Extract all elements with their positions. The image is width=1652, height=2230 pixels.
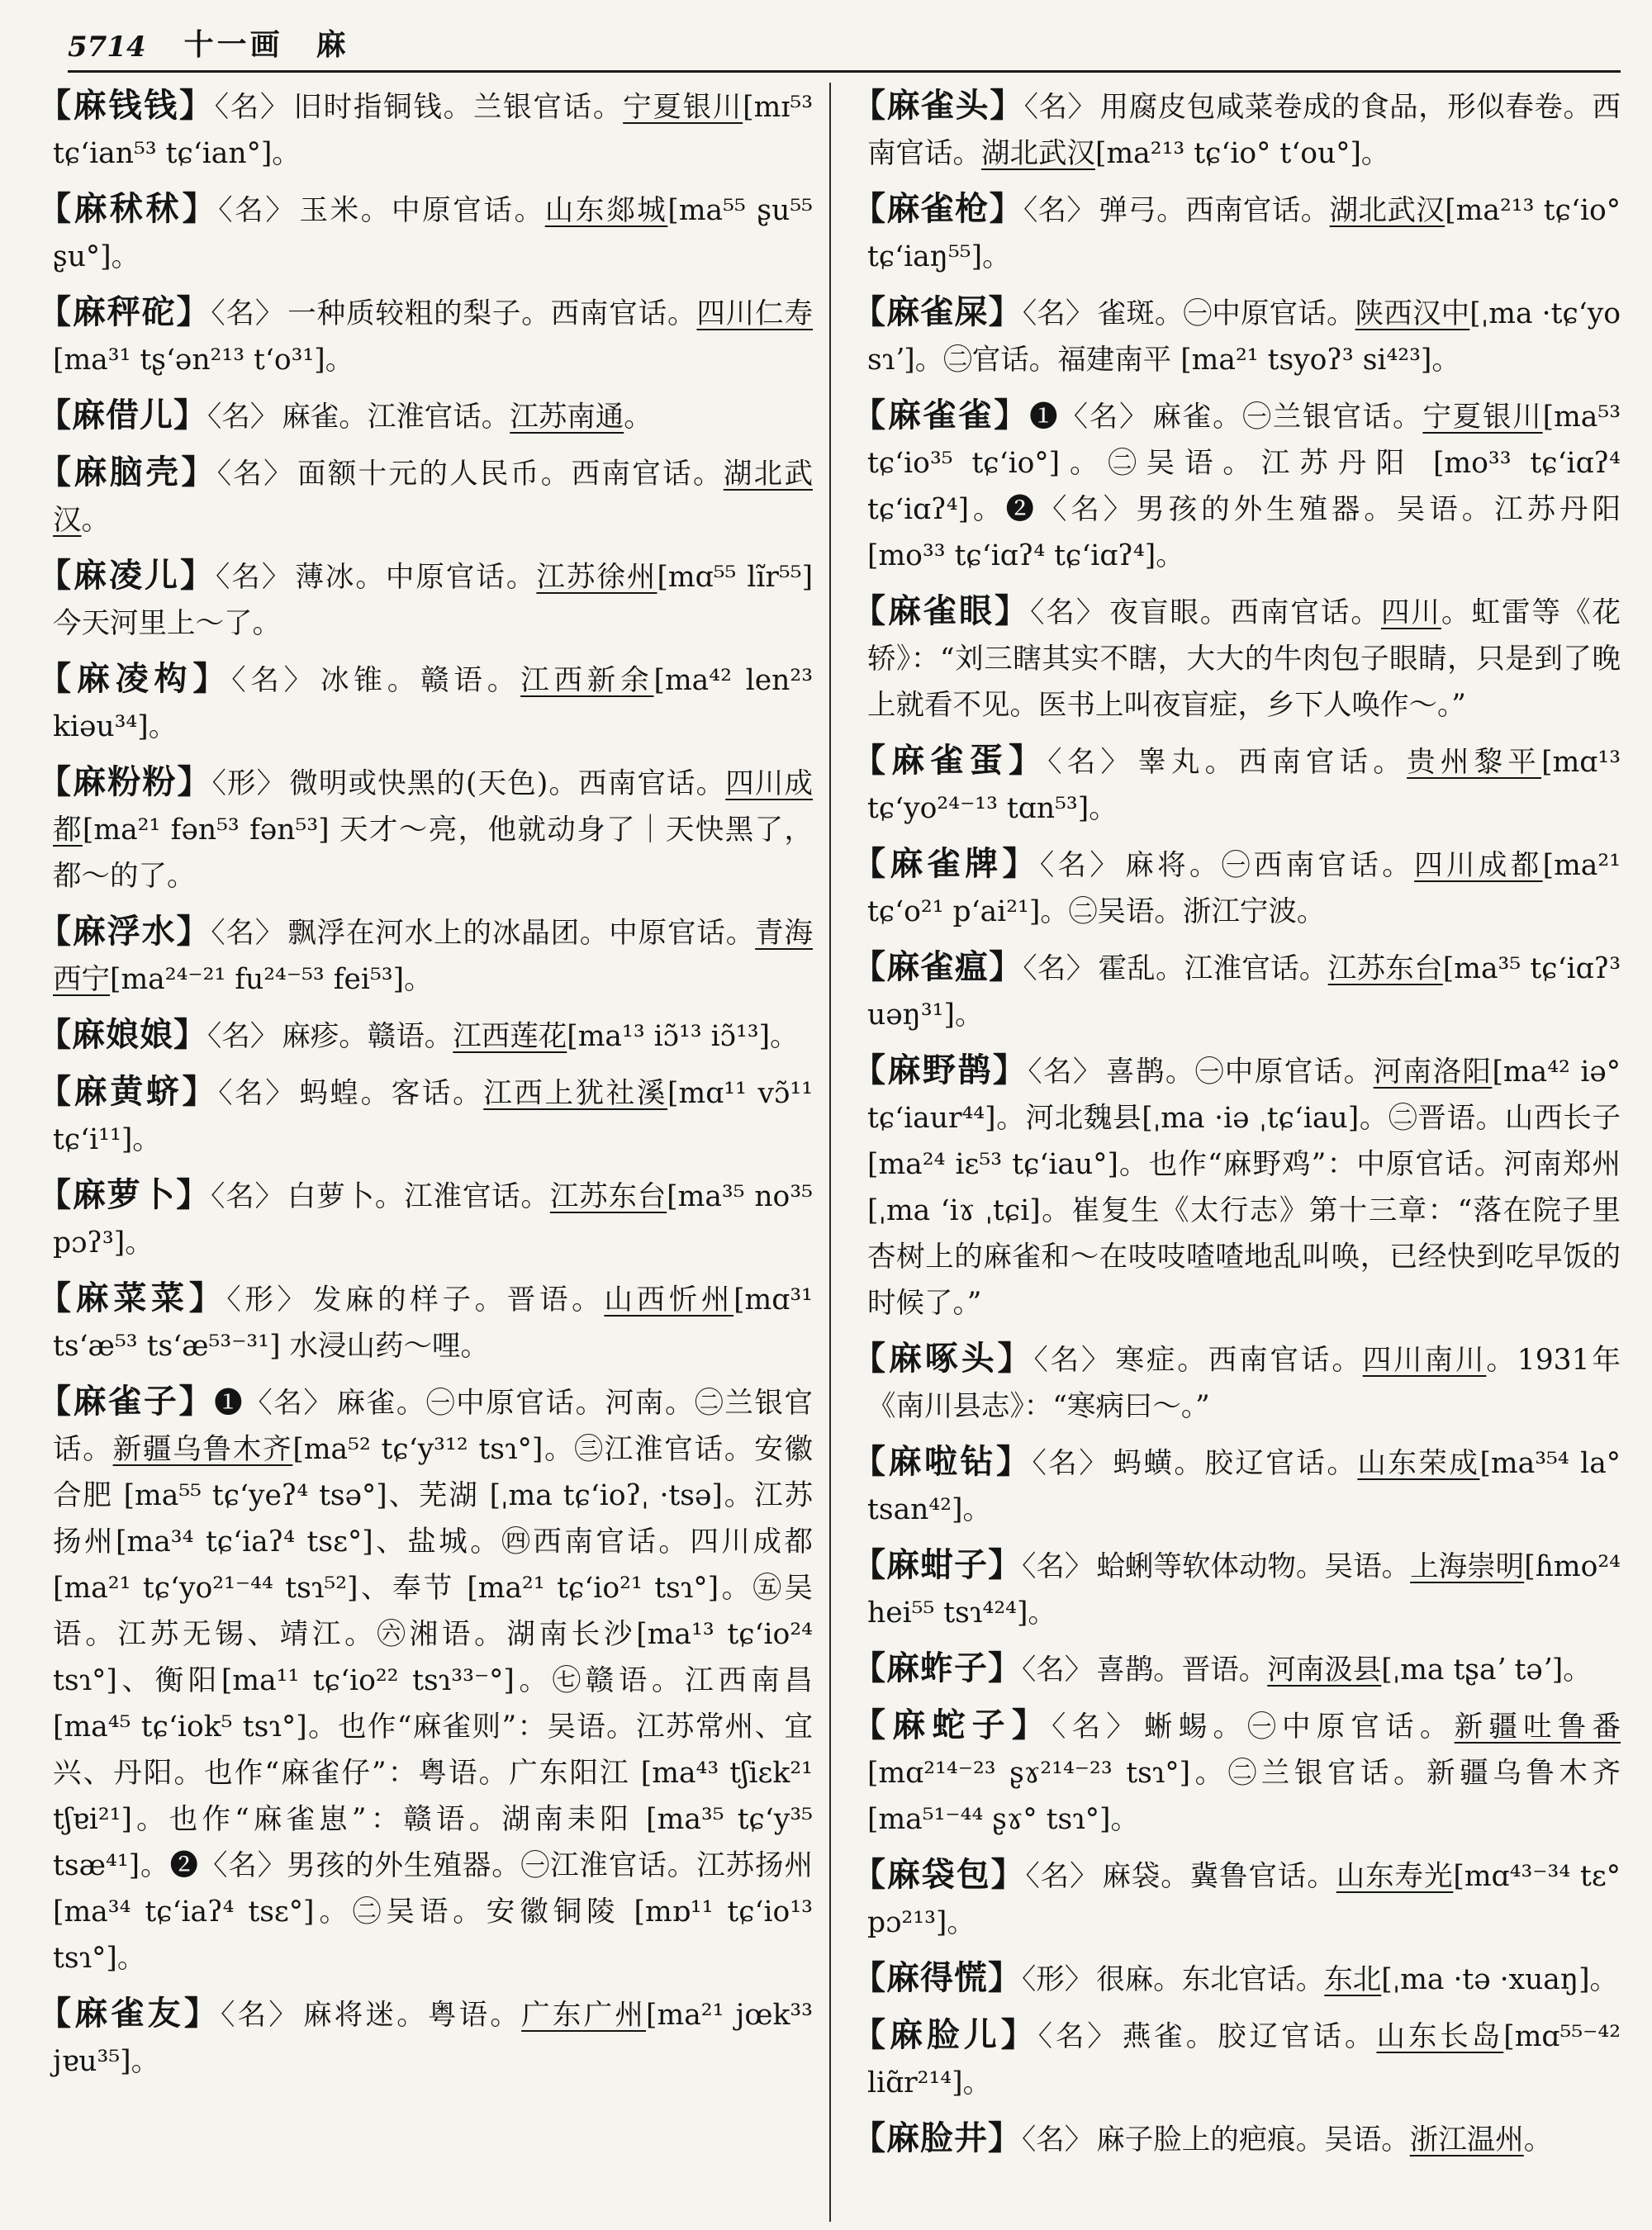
dialect-place: 山东郯城 [544, 194, 668, 227]
dialect-place: 江苏东台 [549, 1180, 667, 1213]
part-of-speech: 〈名〉 [216, 458, 294, 491]
definition: 雀斑。㊀中原官话。 [1097, 297, 1355, 330]
pronunciation-and-example: 。 [81, 504, 110, 537]
headword: 【麻雀眼】 [852, 591, 1031, 630]
headword: 【麻啄头】 [852, 1339, 1034, 1378]
pronunciation-and-example: [mɑ⁵⁵ lĩr⁵⁵] 今天河里上～了。 [53, 561, 814, 640]
definition: 蛤蜊等软体动物。吴语。 [1096, 1550, 1411, 1583]
dialect-place: 陕西汉中 [1355, 297, 1470, 330]
headword: 【麻萝卜】 [38, 1175, 211, 1214]
page-number: 5714 [68, 31, 146, 64]
dictionary-entry [38, 909, 813, 1003]
definition: 弹弓。西南官话。 [1099, 194, 1330, 227]
dialect-place: 江苏东台 [1327, 952, 1443, 985]
headword: 【麻钱钱】 [38, 86, 215, 125]
pronunciation-and-example: [mɪ⁵³ tɕʻian⁵³ tɕʻian°]。 [53, 91, 814, 170]
part-of-speech: ❶〈名〉 [214, 1387, 334, 1420]
left-column [38, 83, 829, 2222]
dialect-place: 江西新余 [520, 664, 654, 697]
pronunciation-and-example: [ma⁵⁵ ʂu⁵⁵ ʂu°]。 [53, 194, 813, 273]
dictionary-entry [852, 1542, 1621, 1636]
dialect-place: 新疆乌鲁木齐 [112, 1433, 293, 1466]
definition: 冰锥。赣语。 [320, 664, 521, 697]
definition: 蚂蟥。胶辽官话。 [1113, 1447, 1358, 1480]
headword: 【麻雀子】 [38, 1382, 215, 1421]
headword: 【麻雀屎】 [852, 292, 1023, 331]
dialect-place: 湖北武汉 [53, 458, 813, 537]
pronunciation-and-example: 。虹雷等《花轿》：“刘三瞎其实不瞎，大大的牛肉包子眼睛，只是到了晚上就看不见。医书上叫夜盲症，乡下人唤作～。” [867, 596, 1621, 722]
headword: 【麻雀雀】 [852, 396, 1030, 434]
definition: 麻雀。江淮官话。 [282, 401, 510, 434]
definition: 麻将。㊀西南官话。 [1125, 849, 1415, 882]
pronunciation-and-example: 。 [1523, 2123, 1553, 2156]
headword: 【麻蛇子】 [852, 1706, 1052, 1744]
dialect-place: 宁夏银川 [1422, 401, 1543, 434]
headword: 【麻雀头】 [852, 86, 1024, 125]
page-header [68, 18, 1621, 73]
dialect-place: 东北 [1324, 1963, 1382, 1996]
headword: 【麻菜菜】 [38, 1279, 227, 1317]
dictionary-entry [852, 1852, 1621, 1946]
dictionary-entry [852, 588, 1621, 728]
dictionary-entry [852, 2115, 1621, 2163]
pronunciation-and-example: [ˌma ·tə ·xuaŋ]。 [1381, 1963, 1619, 1996]
pronunciation-and-example: [ma²¹ jœk³³ jɐu³⁵]。 [53, 1999, 814, 2078]
pronunciation-and-example: [mɑ¹¹ vɔ̃¹¹ tɕʻi¹¹]。 [53, 1077, 814, 1156]
headword: 【麻啦钻】 [852, 1442, 1032, 1481]
dictionary-entry [852, 1047, 1621, 1326]
headword: 【麻凌儿】 [38, 556, 216, 595]
dialect-place: 山东荣成 [1357, 1447, 1480, 1480]
part-of-speech: 〈名〉 [1033, 1344, 1113, 1377]
definition: 霍乱。江淮官话。 [1098, 952, 1328, 985]
definition: 麻雀。㊀兰银官话。 [1152, 401, 1423, 434]
part-of-speech: 〈名〉 [1028, 1056, 1103, 1089]
dialect-place: 山西忻州 [604, 1283, 734, 1317]
pronunciation-and-example: [ˌma tʂaʼ təʼ]。 [1381, 1654, 1592, 1687]
dictionary-entry [852, 738, 1621, 832]
dialect-place: 江苏徐州 [536, 561, 657, 594]
pronunciation-and-example: [ma¹³ iɔ̃¹³ iɔ̃¹³]。 [567, 1020, 799, 1053]
pronunciation-and-example: [ma³⁵ no³⁵ pɔʔ³]。 [53, 1180, 813, 1260]
dictionary-entry [852, 83, 1621, 177]
pronunciation-and-example: [ma⁴² len²³ kiəu³⁴]。 [53, 664, 814, 743]
dialect-place: 青海西宁 [53, 917, 814, 996]
pronunciation-and-example: [ma⁴² iə° tɕʻiaur⁴⁴]。河北魏县[ˌma ·iə ˌtɕʻiau]。㊁晋语。山西长子 [ma²⁴ iɛ⁵³ tɕʻiau°]。也作“麻野鸡”：中原官话。河南郑州 [ˌma ʻiɤ ˌtɕi]。崔复生《太行志》第十三章：“落在院子里杏树上的麻雀和～在吱吱喳喳地乱叫唤，已经快到吃早饭的时候了。” [867, 1056, 1621, 1320]
part-of-speech: 〈名〉 [1023, 91, 1097, 124]
part-of-speech: 〈名〉 [207, 1020, 279, 1053]
definition: 玉米。中原官话。 [299, 194, 545, 227]
pronunciation-and-example: [ma⁵³ tɕʻio³⁵ tɕʻio°]。㊁吴语。江苏丹阳 [mo³³ tɕʻiɑʔ⁴ tɕʻiɑʔ⁴]。❷〈名〉男孩的外生殖器。吴语。江苏丹阳 [mo³³ tɕʻiɑʔ⁴ tɕʻiɑʔ⁴]。 [867, 401, 1621, 572]
definition: 薄冰。中原官话。 [295, 561, 537, 594]
definition: 喜鹊。㊀中原官话。 [1105, 1056, 1374, 1089]
pronunciation-and-example: [mɑ¹³ tɕʻyo²⁴⁻¹³ tɑn⁵³]。 [867, 746, 1621, 825]
pronunciation-and-example: [ma³⁵⁴ la° tsan⁴²]。 [867, 1447, 1621, 1526]
headword: 【麻雀瘟】 [852, 947, 1023, 986]
headword: 【麻雀友】 [38, 1994, 221, 2033]
dialect-place: 湖北武汉 [981, 137, 1095, 170]
dialect-place: 四川成都 [53, 767, 814, 847]
dictionary-entry [38, 1172, 813, 1266]
dialect-place: 江西莲花 [453, 1020, 567, 1053]
part-of-speech: 〈名〉 [214, 91, 291, 124]
pronunciation-and-example: [ma²¹ fən⁵³ fən⁵³] 天才～亮，他就动身了｜天快黑了，都～的了。 [53, 814, 813, 893]
definition: 麻疹。赣语。 [282, 1020, 453, 1053]
part-of-speech: 〈形〉 [226, 1283, 310, 1317]
part-of-speech: 〈名〉 [218, 1077, 297, 1110]
part-of-speech: 〈名〉 [221, 1999, 301, 2032]
headword: 【麻秫秫】 [38, 189, 219, 228]
pronunciation-and-example: [ɦmo²⁴ hei⁵⁵ tsɿ⁴²⁴]。 [867, 1550, 1621, 1630]
part-of-speech: 〈名〉 [211, 1180, 284, 1213]
headword: 【麻脸井】 [852, 2118, 1022, 2157]
dictionary-entry [852, 2012, 1621, 2106]
headword: 【麻黄蛴】 [38, 1072, 219, 1111]
dictionary-entry [38, 83, 813, 177]
headword: 【麻野鹊】 [852, 1051, 1028, 1089]
dictionary-entry [852, 1439, 1621, 1533]
dictionary-entry [38, 392, 813, 440]
definition: 蜥蜴。㊀中原官话。 [1144, 1710, 1455, 1744]
part-of-speech: 〈名〉 [1022, 1550, 1094, 1583]
part-of-speech: 〈名〉 [231, 664, 318, 697]
pronunciation-and-example: [mɑ⁵⁵⁻⁴² liɑ̃r²¹⁴]。 [867, 2020, 1621, 2100]
dialect-place: 江西上犹社溪 [483, 1077, 668, 1110]
part-of-speech: 〈名〉 [1047, 746, 1135, 779]
headword: 【麻浮水】 [38, 912, 211, 951]
definition: 白萝卜。江淮官话。 [287, 1180, 550, 1213]
part-of-speech: 〈名〉 [1022, 297, 1094, 330]
definition: 麻将迷。粤语。 [303, 1999, 522, 2032]
part-of-speech: ❶〈名〉 [1029, 401, 1150, 434]
dictionary-entry [38, 186, 813, 280]
dictionary-entry [852, 289, 1621, 383]
dictionary-entry [852, 1702, 1621, 1843]
pronunciation-and-example: [ma²¹ tɕʻo²¹ pʻai²¹]。㊁吴语。浙江宁波。 [867, 849, 1621, 928]
dialect-place: 浙江温州 [1409, 2123, 1524, 2156]
dictionary-entry [852, 841, 1621, 935]
dictionary-entry [38, 553, 813, 647]
headword: 【麻娘娘】 [38, 1015, 207, 1054]
part-of-speech: 〈名〉 [1023, 194, 1096, 227]
dictionary-entry [38, 1378, 813, 1981]
dialect-place: 四川成都 [1414, 849, 1543, 882]
part-of-speech: 〈名〉 [1039, 849, 1123, 882]
definition: 燕雀。胶辽官话。 [1122, 2020, 1377, 2053]
dictionary-entry [38, 1275, 813, 1369]
dictionary-entry [852, 944, 1621, 1038]
pronunciation-and-example: [ma³¹ tʂʻən²¹³ tʻo³¹]。 [53, 344, 354, 377]
definition: 飘浮在河水上的冰晶团。中原官话。 [287, 917, 756, 950]
definition: 睾丸。西南官话。 [1137, 746, 1408, 779]
part-of-speech: 〈名〉 [211, 297, 285, 330]
dialect-place: 四川仁寿 [696, 297, 814, 330]
header-title: 十一画 麻 [183, 27, 349, 62]
headword: 【麻脑壳】 [38, 453, 217, 491]
dictionary-columns [38, 83, 1622, 2222]
dialect-place: 山东长岛 [1376, 2020, 1504, 2053]
dictionary-entry [38, 656, 813, 750]
part-of-speech: 〈名〉 [218, 194, 297, 227]
headword: 【麻雀枪】 [852, 189, 1023, 228]
headword: 【麻蚶子】 [852, 1545, 1023, 1584]
definition: 寒症。西南官话。 [1115, 1344, 1363, 1377]
pronunciation-and-example: [ma²¹³ tɕʻio° tɕʻiaŋ⁵⁵]。 [867, 194, 1621, 273]
dictionary-entry [852, 186, 1621, 280]
definition: 夜盲眼。西南官话。 [1109, 596, 1381, 629]
dictionary-entry [38, 1990, 813, 2085]
dialect-place: 河南汲县 [1267, 1654, 1382, 1687]
dialect-place: 贵州黎平 [1407, 746, 1542, 779]
definition: 微明或快黑的(天色)。西南官话。 [289, 767, 726, 800]
dictionary-entry [38, 449, 813, 543]
dictionary-entry [852, 1645, 1621, 1693]
headword: 【麻袋包】 [852, 1855, 1026, 1894]
dictionary-entry [38, 289, 813, 383]
pronunciation-and-example: 。 [624, 401, 653, 434]
dictionary-entry [852, 1955, 1621, 2003]
headword: 【麻秤砣】 [38, 292, 211, 331]
headword: 【麻脸儿】 [852, 2015, 1038, 2054]
dictionary-entry [38, 1069, 813, 1163]
dialect-place: 上海崇明 [1410, 1550, 1525, 1583]
part-of-speech: 〈名〉 [207, 401, 279, 434]
dictionary-entry [852, 392, 1621, 579]
headword: 【麻凌构】 [38, 659, 232, 698]
dialect-place: 广东广州 [521, 1999, 647, 2032]
dialect-place: 四川 [1380, 596, 1441, 629]
definition: 用腐皮包咸菜卷成的食品，形似春卷。西南官话。 [867, 91, 1621, 170]
pronunciation-and-example: [ma⁵² tɕʻy³¹² tsɿ°]。㊂江淮官话。安徽合肥 [ma⁵⁵ tɕʻyeʔ⁴ tsə°]、芜湖 [ˌma tɕʻioʔˌ ·tsə]。江苏扬州[ma³⁴ tɕʻiaʔ⁴ tsɛ°]、盐城。㊃西南官话。四川成都 [ma²¹ tɕʻyo²¹⁻⁴⁴ tsɿ⁵²]、奉节 [ma²¹ tɕʻio²¹ tsɿ°]。㊄吴语。江苏无锡、靖江。㊅湘语。湖南长沙[ma¹³ tɕʻio²⁴ tsɿ°]、衡阳[ma¹¹ tɕʻio²² tsɿ³³⁻°]。㊆赣语。江西南昌 [ma⁴⁵ tɕʻiok⁵ tsɿ°]。也作“麻雀则”：吴语。江苏常州、宜兴、丹阳。也作“麻雀仔”：粤语。广东阳江 [ma⁴³ tʃiɛk²¹ tʃɐi²¹]。也作“麻雀崽”：赣语。湖南耒阳 [ma³⁵ tɕʻy³⁵ tsæ⁴¹]。❷〈名〉男孩的外生殖器。㊀江淮官话。江苏扬州 [ma³⁴ tɕʻiaʔ⁴ tsɛ°]。㊁吴语。安徽铜陵 [mɒ¹¹ tɕʻio¹³ tsɿ°]。 [53, 1433, 813, 1975]
pronunciation-and-example: [mɑ⁴³⁻³⁴ tɛ° pɔ²¹³]。 [867, 1860, 1621, 1939]
part-of-speech: 〈名〉 [216, 561, 292, 594]
dictionary-entry [852, 1336, 1621, 1430]
part-of-speech: 〈名〉 [1030, 596, 1107, 629]
definition: 旧时指铜钱。兰银官话。 [293, 91, 624, 124]
dialect-place: 四川南川 [1362, 1344, 1487, 1377]
part-of-speech: 〈名〉 [1032, 1447, 1110, 1480]
headword: 【麻得慌】 [852, 1958, 1022, 1997]
definition: 喜鹊。晋语。 [1096, 1654, 1268, 1687]
part-of-speech: 〈名〉 [1022, 1654, 1094, 1687]
headword: 【麻雀蛋】 [852, 741, 1048, 780]
dialect-place: 山东寿光 [1336, 1860, 1454, 1893]
headword: 【麻粉粉】 [38, 762, 212, 801]
dialect-place: 江苏南通 [510, 401, 624, 434]
dialect-place: 河南洛阳 [1373, 1056, 1493, 1089]
definition: 蚂蝗。客话。 [299, 1077, 484, 1110]
headword: 【麻借儿】 [38, 396, 207, 434]
pronunciation-and-example: [mɑ³¹ tsʻæ⁵³ tsʻæ⁵³⁻³¹] 水浸山药～哩。 [53, 1283, 814, 1363]
pronunciation-and-example: [ˌma ·tɕʻyo sɿʼ]。㊁官话。福建南平 [ma²¹ tsyoʔ³ si⁴²³]。 [867, 297, 1621, 377]
headword: 【麻蚱子】 [852, 1649, 1022, 1687]
right-column [829, 83, 1621, 2222]
pronunciation-and-example: [ma³⁵ tɕʻiɑʔ³ uəŋ³¹]。 [867, 952, 1621, 1032]
dictionary-entry [38, 1012, 813, 1060]
part-of-speech: 〈名〉 [1022, 2123, 1094, 2156]
part-of-speech: 〈名〉 [1025, 1860, 1099, 1893]
pronunciation-and-example: [ma²⁴⁻²¹ fu²⁴⁻⁵³ fei⁵³]。 [110, 963, 433, 996]
headword: 【麻雀牌】 [852, 844, 1040, 883]
definition: 麻子脸上的疤痕。吴语。 [1096, 2123, 1410, 2156]
definition: 麻雀。㊀中原官话。河南。㊁兰银官话。 [53, 1387, 813, 1466]
part-of-speech: 〈名〉 [1023, 952, 1095, 985]
dictionary-entry [38, 759, 813, 899]
dialect-place: 湖北武汉 [1329, 194, 1446, 227]
definition: 一种质较粗的梨子。西南官话。 [287, 297, 697, 330]
dialect-place: 宁夏银川 [623, 91, 743, 124]
part-of-speech: 〈名〉 [211, 917, 285, 950]
part-of-speech: 〈形〉 [211, 767, 287, 800]
dialect-place: 新疆吐鲁番 [1454, 1710, 1621, 1744]
pronunciation-and-example: 。1931年《南川县志》：“寒病曰～。” [867, 1344, 1621, 1423]
definition: 发麻的样子。晋语。 [312, 1283, 605, 1317]
part-of-speech: 〈名〉 [1051, 1710, 1142, 1744]
definition: 很麻。东北官话。 [1096, 1963, 1325, 1996]
definition: 面额十元的人民币。西南官话。 [297, 458, 724, 491]
pronunciation-and-example: [mɑ²¹⁴⁻²³ ʂɤ²¹⁴⁻²³ tsɿ°]。㊁兰银官话。新疆乌鲁木齐 [ma⁵¹⁻⁴⁴ ʂɤ° tsɿ°]。 [867, 1757, 1621, 1836]
pronunciation-and-example: [ma²¹³ tɕʻio° tʻou°]。 [1095, 137, 1390, 170]
part-of-speech: 〈名〉 [1037, 2020, 1119, 2053]
part-of-speech: 〈形〉 [1022, 1963, 1094, 1996]
definition: 麻袋。冀鲁官话。 [1102, 1860, 1336, 1893]
